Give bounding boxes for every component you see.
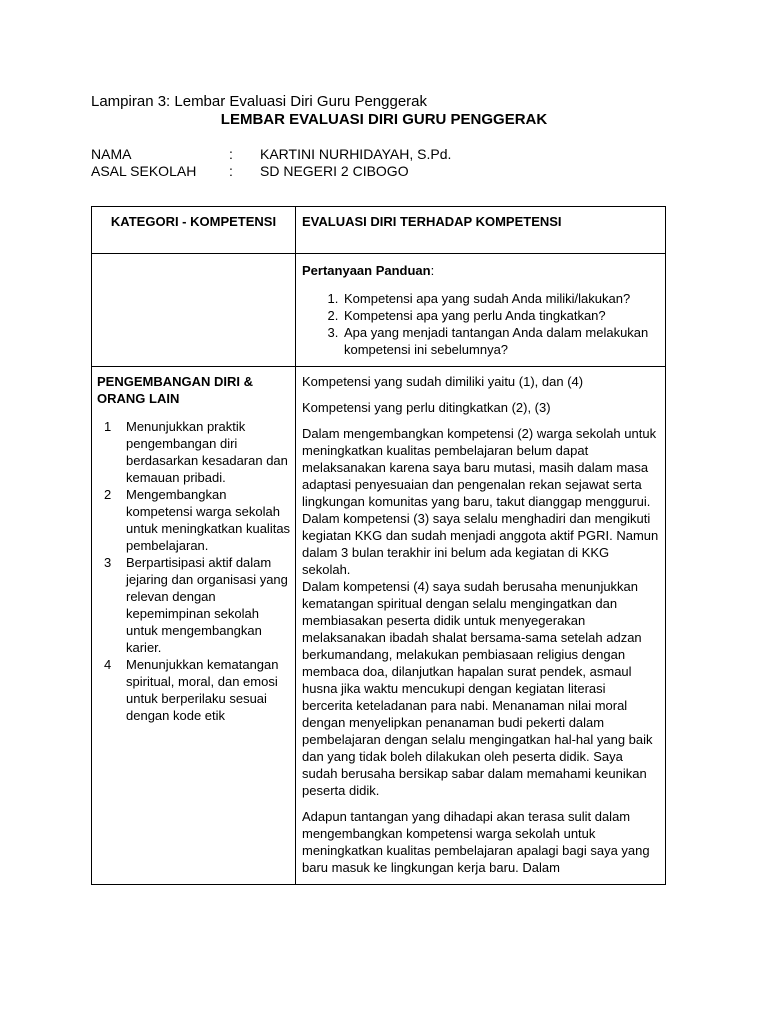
guide-row bbox=[92, 254, 666, 367]
competency-number: 1 bbox=[104, 419, 112, 434]
evaluation-paragraph-competency-3: Dalam kompetensi (3) saya selalu menghadiri dan mengikuti kegiatan KKG dan sudah menjadi anggota aktif PGRI. Namun dalam 3 bulan terakhir ini belum ada kegiatan di KKG sekolah. bbox=[302, 511, 659, 577]
competency-item bbox=[97, 554, 291, 656]
sekolah-label: ASAL SEKOLAH bbox=[91, 163, 197, 179]
nama-colon: : bbox=[229, 146, 233, 162]
guide-question: 3. Apa yang menjadi tantangan Anda dalam melakukan kompetensi ini sebelumnya? bbox=[342, 324, 657, 358]
sekolah-value: SD NEGERI 2 CIBOGO bbox=[260, 163, 409, 179]
nama-value: KARTINI NURHIDAYAH, S.Pd. bbox=[260, 146, 452, 162]
competency-text: Menunjukkan praktik pengembangan diri berdasarkan kesadaran dan kemauan pribadi. bbox=[126, 419, 288, 485]
competency-text: Berpartisipasi aktif dalam jejaring dan organisasi yang relevan dengan kepemimpinan sekolah untuk mengembangkan karier. bbox=[126, 555, 288, 655]
competency-number: 4 bbox=[104, 657, 112, 672]
category-header: KATEGORI - KOMPETENSI bbox=[92, 207, 296, 254]
appendix-label: Lampiran 3: Lembar Evaluasi Diri Guru Penggerak bbox=[91, 93, 427, 110]
guide-title bbox=[302, 262, 657, 279]
improve-competencies: Kompetensi yang perlu ditingkatkan (2), (3) bbox=[302, 400, 551, 415]
competency-text: Menunjukkan kematangan spiritual, moral, dan emosi untuk berperilaku sesuai dengan kode etik bbox=[126, 657, 279, 723]
guide-left-cell bbox=[92, 254, 296, 367]
evaluation-table bbox=[91, 206, 666, 885]
document-title: LEMBAR EVALUASI DIRI GURU PENGGERAK bbox=[220, 111, 548, 128]
competency-list bbox=[97, 418, 291, 724]
guide-question-list bbox=[302, 290, 657, 358]
competency-text: Mengembangkan kompetensi warga sekolah untuk meningkatkan kualitas pembelajaran. bbox=[126, 487, 291, 553]
challenge-paragraph: Adapun tantangan yang dihadapi akan terasa sulit dalam mengembangkan kompetensi warga sekolah untuk meningkatkan kualitas pembelajaran apalagi bagi saya yang baru masuk ke lingkungan kerja baru. Dalam bbox=[302, 809, 650, 875]
evaluation-paragraph-competency-2: Dalam mengembangkan kompetensi (2) warga sekolah untuk meningkatkan kualitas pembelajaran belum dapat melaksanakan karena saya baru mutasi, masih dalam masa adaptasi penyesuaian dan pengenalan rekan sejawat serta lingkungan komunitas yang baru, takut dianggap menggurui. bbox=[302, 426, 657, 509]
nama-label: NAMA bbox=[91, 146, 132, 162]
competency-number: 3 bbox=[104, 555, 112, 570]
evaluation-paragraph-competency-4: Dalam kompetensi (4) saya sudah berusaha menunjukkan kematangan spiritual dengan selalu mengingatkan dan membiasakan peserta didik untuk menyegerakan melaksanakan ibadah shalat bersama-sama setelah adzan berkumandang, melakukan pembiasaan religius dengan membaca doa, dilanjutkan hapalan surat pendek, asmaul husna jika waktu mencukupi dengan kegiatan literasi bercerita keteladanan para nabi. Menanaman nilai moral dengan menyelipkan penanaman budi pekerti dalam pembelajaran dengan selalu mengingatkan hal-hal yang baik dan yang tidak boleh dilakukan oleh peserta didik. Saya sudah berusaha bersikap sabar dalam memahami keunikan peserta didik. bbox=[302, 579, 653, 798]
owned-competencies: Kompetensi yang sudah dimiliki yaitu (1), dan (4) bbox=[302, 374, 584, 389]
evaluation-cell bbox=[296, 367, 666, 885]
guide-question: 2. Kompetensi apa yang perlu Anda tingkatkan? bbox=[342, 307, 657, 324]
content-row bbox=[92, 367, 666, 885]
guide-cell bbox=[296, 254, 666, 367]
competency-item bbox=[97, 418, 291, 486]
guide-question: 1. Kompetensi apa yang sudah Anda miliki/lakukan? bbox=[342, 290, 657, 307]
sekolah-colon: : bbox=[229, 163, 233, 179]
category-title: PENGEMBANGAN DIRI & ORANG LAIN bbox=[97, 374, 254, 406]
header-row bbox=[92, 207, 666, 254]
competency-item bbox=[97, 486, 291, 554]
evaluation-header: EVALUASI DIRI TERHADAP KOMPETENSI bbox=[296, 207, 666, 254]
category-cell bbox=[92, 367, 296, 885]
competency-item bbox=[97, 656, 291, 724]
competency-number: 2 bbox=[104, 487, 112, 502]
guide-title-text: Pertanyaan Panduan bbox=[302, 263, 431, 278]
guide-title-colon: : bbox=[430, 263, 435, 278]
